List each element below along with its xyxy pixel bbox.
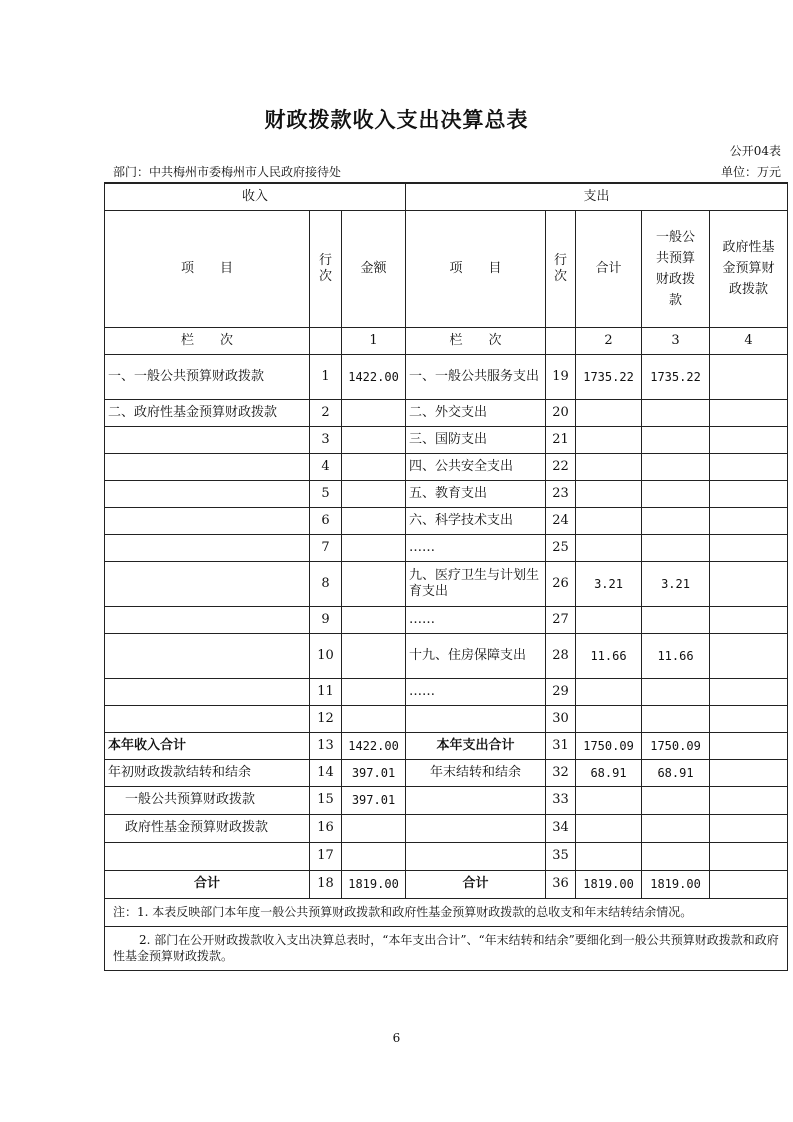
gov-fund-cell [710,814,788,842]
page-number: 6 [392,1031,401,1045]
income-rowno-cell: 17 [310,842,342,870]
expense-item-cell: 三、国防支出 [406,426,546,453]
col-index-3: 3 [642,327,710,354]
income-amount-cell: 397.01 [342,759,406,786]
income-header: 收入 [105,183,406,210]
expense-rowno-cell: 22 [546,453,576,480]
income-amount-cell [342,842,406,870]
expense-item-cell: 一、一般公共服务支出 [406,354,546,399]
expense-item-cell: 九、医疗卫生与计划生育支出 [406,561,546,606]
gov-fund-cell [710,507,788,534]
expense-rowno-cell: 32 [546,759,576,786]
income-item-cell [105,606,310,633]
expense-column-label: 栏 次 [406,327,546,354]
expense-item-header: 项 目 [406,210,546,327]
income-rowno-cell: 2 [310,399,342,426]
empty-cell [310,327,342,354]
income-rowno-cell: 8 [310,561,342,606]
income-item-cell: 一、一般公共预算财政拨款 [105,354,310,399]
income-item-cell [105,507,310,534]
expense-rowno-cell: 34 [546,814,576,842]
expense-item-cell: 本年支出合计 [406,732,546,759]
general-budget-cell [642,786,710,814]
expense-total-cell [576,399,642,426]
table-row [105,354,788,399]
income-amount-cell [342,426,406,453]
form-number: 公开04表 [729,144,781,158]
income-rowno-cell: 4 [310,453,342,480]
income-rowno-cell: 6 [310,507,342,534]
income-item-cell [105,842,310,870]
gov-fund-cell [710,842,788,870]
gov-fund-cell [710,480,788,507]
expense-rowno-cell: 21 [546,426,576,453]
column-header-row [105,210,788,327]
gov-fund-cell [710,453,788,480]
expense-item-cell: 六、科学技术支出 [406,507,546,534]
expense-total-cell [576,426,642,453]
gov-fund-cell [710,732,788,759]
expense-total-cell: 1735.22 [576,354,642,399]
income-item-cell [105,426,310,453]
expense-total-cell [576,842,642,870]
gov-fund-cell [710,678,788,705]
general-budget-cell [642,606,710,633]
income-item-cell [105,678,310,705]
col-index-4: 4 [710,327,788,354]
income-item-cell [105,633,310,678]
table-row [105,633,788,678]
income-rowno-cell: 13 [310,732,342,759]
general-budget-header: 一般公共预算财政拨款 [642,210,710,327]
income-amount-cell [342,814,406,842]
income-rowno-cell: 9 [310,606,342,633]
general-budget-cell [642,705,710,732]
unit-label: 单位：万元 [720,165,781,179]
general-budget-cell: 68.91 [642,759,710,786]
income-amount-cell: 1422.00 [342,354,406,399]
expense-rowno-cell: 36 [546,870,576,898]
income-item-cell [105,561,310,606]
income-rowno-cell: 1 [310,354,342,399]
expense-rowno-cell: 31 [546,732,576,759]
income-amount-cell [342,507,406,534]
income-item-cell: 年初财政拨款结转和结余 [105,759,310,786]
expense-header: 支出 [406,183,788,210]
table-row [105,534,788,561]
table-row [105,814,788,842]
page-title: 财政拨款收入支出决算总表 [264,107,529,132]
expense-item-cell: …… [406,606,546,633]
income-amount-cell: 1422.00 [342,732,406,759]
income-rowno-cell: 10 [310,633,342,678]
gov-fund-cell [710,759,788,786]
expense-total-cell: 11.66 [576,633,642,678]
table-row [105,759,788,786]
income-item-cell: 一般公共预算财政拨款 [105,786,310,814]
general-budget-cell [642,842,710,870]
table-row [105,480,788,507]
general-budget-cell: 1819.00 [642,870,710,898]
table-row [105,561,788,606]
table-row [105,507,788,534]
gov-fund-cell [710,705,788,732]
income-rowno-cell: 18 [310,870,342,898]
expense-rowno-header: 行次 [546,210,576,327]
empty-cell [546,327,576,354]
table-row [105,870,788,898]
table-row [105,606,788,633]
income-item-cell: 二、政府性基金预算财政拨款 [105,399,310,426]
income-rowno-cell: 16 [310,814,342,842]
expense-rowno-cell: 28 [546,633,576,678]
expense-total-cell [576,814,642,842]
expense-rowno-cell: 35 [546,842,576,870]
expense-total-cell [576,705,642,732]
note-1: 注：1. 本表反映部门本年度一般公共预算财政拨款和政府性基金预算财政拨款的总收支和年末结转结余情况。 [105,898,788,926]
expense-total-header: 合计 [576,210,642,327]
income-rowno-cell: 3 [310,426,342,453]
expense-rowno-cell: 30 [546,705,576,732]
general-budget-cell [642,426,710,453]
expense-total-cell [576,480,642,507]
income-item-cell [105,534,310,561]
expense-rowno-cell: 29 [546,678,576,705]
gov-fund-header: 政府性基金预算财政拨款 [710,210,788,327]
income-item-cell: 本年收入合计 [105,732,310,759]
expense-rowno-cell: 24 [546,507,576,534]
column-index-row [105,327,788,354]
income-rowno-cell: 12 [310,705,342,732]
expense-item-cell [406,786,546,814]
gov-fund-cell [710,633,788,678]
expense-rowno-cell: 26 [546,561,576,606]
expense-rowno-cell: 20 [546,399,576,426]
section-header-row [105,183,788,210]
expense-total-cell: 3.21 [576,561,642,606]
table-row [105,705,788,732]
department-label: 部门：中共梅州市委梅州市人民政府接待处 [113,165,342,179]
income-column-label: 栏 次 [105,327,310,354]
income-amount-cell: 1819.00 [342,870,406,898]
gov-fund-cell [710,870,788,898]
expense-total-cell [576,534,642,561]
table-row [105,678,788,705]
expense-total-cell [576,606,642,633]
income-amount-header: 金额 [342,210,406,327]
general-budget-cell: 11.66 [642,633,710,678]
note-2: 2. 部门在公开财政拨款收入支出决算总表时，“本年支出合计”、“年末结转和结余”要细化到一般公共预算财政拨款和政府性基金预算财政拨款。 [105,926,788,970]
note-row-1 [105,898,788,926]
general-budget-cell: 1750.09 [642,732,710,759]
expense-item-cell: 十九、住房保障支出 [406,633,546,678]
expense-item-cell: 五、教育支出 [406,480,546,507]
income-item-cell [105,705,310,732]
expense-total-cell: 1819.00 [576,870,642,898]
income-rowno-cell: 11 [310,678,342,705]
income-amount-cell: 397.01 [342,786,406,814]
col-index-2: 2 [576,327,642,354]
gov-fund-cell [710,561,788,606]
income-amount-cell [342,606,406,633]
table-row [105,453,788,480]
general-budget-cell: 3.21 [642,561,710,606]
income-item-header: 项 目 [105,210,310,327]
income-item-cell: 政府性基金预算财政拨款 [105,814,310,842]
table-row [105,732,788,759]
income-rowno-cell: 5 [310,480,342,507]
expense-item-cell: 年末结转和结余 [406,759,546,786]
income-rowno-cell: 14 [310,759,342,786]
expense-item-cell [406,842,546,870]
expense-total-cell [576,678,642,705]
income-amount-cell [342,453,406,480]
general-budget-cell: 1735.22 [642,354,710,399]
gov-fund-cell [710,606,788,633]
income-amount-cell [342,705,406,732]
expense-total-cell [576,453,642,480]
expense-rowno-cell: 33 [546,786,576,814]
general-budget-cell [642,453,710,480]
note-row-2 [105,926,788,970]
general-budget-cell [642,480,710,507]
gov-fund-cell [710,354,788,399]
general-budget-cell [642,399,710,426]
income-rowno-header: 行次 [310,210,342,327]
table-row [105,426,788,453]
expense-rowno-cell: 27 [546,606,576,633]
income-rowno-cell: 7 [310,534,342,561]
expense-rowno-cell: 25 [546,534,576,561]
expense-rowno-cell: 19 [546,354,576,399]
income-item-cell: 合计 [105,870,310,898]
expense-total-cell [576,786,642,814]
budget-summary-table [104,182,788,971]
expense-item-cell [406,814,546,842]
expense-item-cell: 四、公共安全支出 [406,453,546,480]
income-amount-cell [342,561,406,606]
gov-fund-cell [710,399,788,426]
income-item-cell [105,480,310,507]
income-amount-cell [342,480,406,507]
col-index-1: 1 [342,327,406,354]
expense-total-cell: 68.91 [576,759,642,786]
gov-fund-cell [710,786,788,814]
income-item-cell [105,453,310,480]
general-budget-cell [642,534,710,561]
table-row [105,842,788,870]
income-amount-cell [342,678,406,705]
expense-item-cell: 二、外交支出 [406,399,546,426]
general-budget-cell [642,507,710,534]
general-budget-cell [642,814,710,842]
income-amount-cell [342,633,406,678]
expense-item-cell [406,705,546,732]
expense-item-cell: 合计 [406,870,546,898]
expense-item-cell: …… [406,678,546,705]
table-row [105,399,788,426]
expense-rowno-cell: 23 [546,480,576,507]
table-row [105,786,788,814]
gov-fund-cell [710,534,788,561]
general-budget-cell [642,678,710,705]
income-rowno-cell: 15 [310,786,342,814]
income-amount-cell [342,534,406,561]
expense-total-cell: 1750.09 [576,732,642,759]
expense-item-cell: …… [406,534,546,561]
income-amount-cell [342,399,406,426]
expense-total-cell [576,507,642,534]
gov-fund-cell [710,426,788,453]
